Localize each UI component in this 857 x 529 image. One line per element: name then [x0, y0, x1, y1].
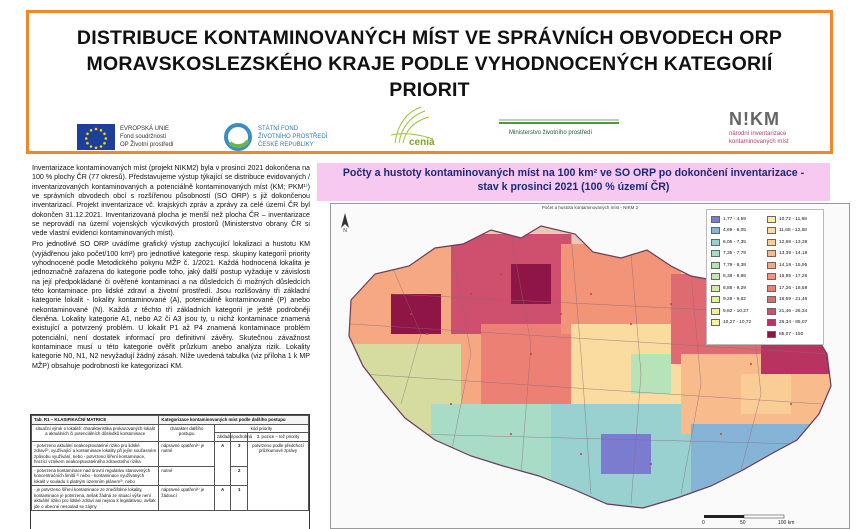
legend-swatch	[767, 308, 776, 315]
matrix-col-situation: situační výrok o lokalitě: charakteristika prokazovaných lokalit a aktuálních či potenciálních důsledků kontaminace	[32, 424, 159, 441]
legend-swatch	[711, 308, 720, 315]
body-paragraph-1: Inventarizace kontaminovaných míst (projekt NIKM2) byla v prosinci 2021 dokončena na 100 % plochy ČR (77 okresů). Představujeme výstup týkající se distribuce evidovaných / inventarizovaných kontaminovaných a potenciálně kontaminovaných míst (KM; PKM¹⁾) ve správních obvodech obcí s rozšířenou působností (SO ORP) s již dokončenou inventarizací. Projekt inventarizace vč. krajských zpráv a zprávy za celé území ČR byl dokončen 31.12.2021. Inventarizovaná plocha je menší než plocha ČR – inventarizace se neprovádí na území vojenských výcvikových prostorů (Ministerstvo obrany ČR si vede vlastní evidenci kontaminovaných míst).	[32, 164, 310, 238]
eu-logo	[77, 115, 174, 159]
legend-label: 9,82 - 10,27	[723, 308, 749, 314]
legend-label: 10,27 - 10,72	[723, 320, 752, 326]
matrix-row-text: - je potvrzeno šíření kontaminace ze znečištěné lokality, kontaminace je potvrzena, avšak žádná ze situací výše není aktuální riziko pro lidské zdraví ani nejsou k legislativou, avšak jde o obecné nesoulad se zájmy	[32, 486, 159, 511]
scale-label: 50	[740, 520, 746, 526]
cenia-logo	[387, 105, 437, 149]
matrix-row-category: A	[214, 441, 231, 486]
legend-item	[767, 284, 807, 293]
legend-item	[711, 307, 749, 316]
scale-label: 100 km	[778, 520, 795, 526]
matrix-caption: Tab. R1 – KLASIFIKAČNÍ MATRICE	[32, 416, 159, 425]
legend-swatch	[767, 262, 776, 269]
legend-swatch	[711, 319, 720, 326]
matrix-row-postup: nápravné opatření¹⁾ je nutné	[159, 441, 214, 466]
cenia-logo-text: cenia	[409, 137, 435, 148]
legend-label: 17,26 - 18,59	[779, 285, 808, 291]
matrix-row-category: A	[214, 486, 231, 511]
eu-logo-line: OP Životní prostředí	[120, 142, 174, 148]
legend-item	[711, 227, 746, 236]
legend-label: 85,07 - 150	[779, 331, 804, 337]
legend-swatch	[767, 319, 776, 326]
legend-swatch	[711, 239, 720, 246]
map-legend	[706, 209, 824, 345]
legend-item	[767, 215, 807, 224]
matrix-row-postup: nápravné opatření¹⁾ je žádoucí	[159, 486, 214, 511]
nikm-mark: N!KM	[729, 109, 780, 129]
legend-label: 4,69 - 6,05	[723, 228, 746, 234]
legend-item	[711, 215, 746, 224]
legend-swatch	[767, 239, 776, 246]
eu-flag-icon	[77, 124, 115, 150]
legend-swatch	[767, 331, 776, 338]
legend-swatch	[767, 250, 776, 257]
legend-swatch	[767, 227, 776, 234]
legend-label: 8,88 - 9,29	[723, 285, 746, 291]
matrix-row-text: - potvrzena kontaminace nad úrovní regulativu stanovených koncentračních limitů ²⁾ nebo - kontaminace využívaných lokalit v souladu s platným územním plánem³⁾, nebo	[32, 466, 159, 486]
title-banner	[26, 10, 833, 154]
matrix-row-text: - potvrzeno aktuální neakceptovatelné riziko pro lidské zdraví²⁾, využívající a kontaminace lokality při jejím současném způsobu využívání, nebo - potvrzeno šíření kontaminace, hrozící vznikem neakceptovatelného zdravotního rizika	[32, 441, 159, 466]
legend-item	[767, 319, 807, 328]
legend-label: 12,68 - 13,39	[779, 239, 808, 245]
legend-item	[767, 261, 807, 270]
sfzp-logo	[222, 115, 327, 159]
svg-text:N: N	[343, 228, 347, 232]
legend-item	[767, 307, 807, 316]
legend-label: 8,38 - 8,88	[723, 274, 746, 280]
legend-swatch	[767, 273, 776, 280]
legend-label: 14,19 - 15,95	[779, 262, 808, 268]
matrix-row-level: 2	[231, 466, 248, 486]
page-title: DISTRIBUCE KONTAMINOVANÝCH MÍST VE SPRÁVNÍCH OBVODECH ORP MORAVSKOSLEZSKÉHO KRAJE PODLE VYHODNOCENÝCH KATEGORIÍ PRIORIT	[76, 27, 783, 101]
legend-label: 6,05 - 7,35	[723, 239, 746, 245]
mzp-logo-text: Ministerstvo životního prostředí	[509, 130, 593, 136]
mzp-logo	[499, 119, 619, 163]
eu-logo-line: EVROPSKÁ UNIE	[120, 126, 170, 132]
matrix-col-zakladni: základní	[214, 433, 231, 442]
legend-item	[711, 261, 746, 270]
legend-label: 15,95 - 17,26	[779, 274, 808, 280]
nikm-logo-line: národní inventarizace	[729, 131, 787, 137]
legend-label: 7,35 - 7,79	[723, 251, 746, 257]
matrix-caption-2: Kategorizace kontaminovaných míst podle dalšího postupu	[159, 416, 309, 425]
legend-swatch	[711, 296, 720, 303]
legend-swatch	[767, 285, 776, 292]
legend-swatch	[711, 250, 720, 257]
legend-item	[711, 250, 746, 259]
map-title-line-2: stav k prosinci 2021 (100 % území ČR)	[477, 180, 670, 193]
sfzp-logo-line: STÁTNÍ FOND	[258, 126, 298, 132]
sfzp-logo-line: ČESKÉ REPUBLIKY	[258, 142, 314, 148]
matrix-col-postup: charakter dalšího postupu	[159, 424, 214, 441]
legend-item	[767, 330, 803, 339]
matrix-col-pozice: 3. pozice – tež priority	[248, 433, 309, 442]
legend-item	[711, 284, 746, 293]
legend-swatch	[711, 262, 720, 269]
legend-item	[767, 238, 807, 247]
matrix-row-note: potvrzeno podle předchozí průzkumové zprávy	[248, 441, 309, 511]
legend-label: 9,29 - 9,82	[723, 297, 746, 303]
nikm-logo	[729, 109, 789, 153]
map-inner-title: Počet a hustota kontaminovaných míst - NIKM 2	[541, 205, 639, 210]
sfzp-ring-icon	[222, 121, 254, 153]
classification-matrix	[30, 414, 310, 529]
legend-item	[767, 296, 807, 305]
north-arrow-icon	[337, 212, 353, 232]
legend-item	[767, 273, 807, 282]
legend-item	[711, 296, 746, 305]
legend-item	[767, 250, 807, 259]
matrix-col-priority: kód priority	[214, 424, 308, 433]
map-title-banner	[317, 163, 830, 201]
matrix-row-postup: nutné	[159, 466, 214, 486]
legend-swatch	[711, 285, 720, 292]
legend-label: 7,79 - 8,38	[723, 262, 746, 268]
sfzp-logo-line: ŽIVOTNÍHO PROSTŘEDÍ	[258, 134, 328, 140]
scale-bar-graphic	[700, 514, 830, 520]
nikm-logo-line: kontaminovaných míst	[729, 139, 789, 145]
eu-logo-line: Fond soudržnosti	[120, 134, 167, 140]
legend-label: 11,68 - 12,68	[779, 228, 807, 234]
legend-swatch	[767, 216, 776, 223]
legend-label: 21,46 - 26,34	[779, 308, 808, 314]
mzp-stripes-icon	[499, 119, 619, 125]
matrix-col-podrobna: podrobná	[231, 433, 248, 442]
legend-item	[711, 238, 746, 247]
scale-bar	[700, 514, 830, 526]
scale-label: 0	[702, 520, 705, 526]
matrix-row-level: 3	[231, 441, 248, 466]
legend-label: 26,34 - 85,07	[779, 320, 808, 326]
body-text	[32, 164, 310, 396]
legend-label: 10,72 - 11,68	[779, 216, 807, 222]
legend-swatch	[711, 227, 720, 234]
matrix-row-level: 1	[231, 486, 248, 511]
legend-swatch	[711, 273, 720, 280]
legend-label: 1,77 - 4,69	[723, 216, 746, 222]
map-title-line-1: Počty a hustoty kontaminovaných míst na 100 km² ve SO ORP po dokončení inventarizace -	[342, 167, 805, 179]
legend-item	[711, 273, 746, 282]
legend-label: 18,59 - 21,46	[779, 297, 808, 303]
legend-item	[711, 319, 751, 328]
legend-item	[767, 227, 807, 236]
legend-label: 13,39 - 14,19	[779, 251, 808, 257]
legend-swatch	[711, 216, 720, 223]
legend-swatch	[767, 296, 776, 303]
body-paragraph-2: Pro jednotlivé SO ORP uvádíme grafický výstup zachycující lokalizaci a hustotu KM (vyjádřenou jako počet/100 km²) pro jednotlivé kategorie resp. skupiny kategorií priority vyhodnocené podle Metodického pokynu MŽP č. 1/2021. Každá hodnocená lokalita je jednoznačně zařazena do kategorie podle toho, jaký další postup vyžaduje v závislosti na její předpokládané či ověřené kontaminaci a na důsledcích či možných důsledcích této kontaminace pro lidské zdraví a životní prostředí. Jsou rozlišovány tři základní kategorie lokalit - lokality kontaminované (A), potenciálně kontaminované (P) anebo nekontaminované (N). Každá z těchto tří základních kategorií je ještě podrobněji členěna. Lokality kategorie A1, nebo A2 či A3 jsou ty, u nichž kontaminace znamená existující a potvrzený problém. U lokalit P1 až P4 znamená kontaminace problém potenciální, není dostatek informací pro definitivní závěry. Skutečnou závažnost kontaminace musí u této kategorie ověřit průzkum anebo analýza rizik. Lokality kategorie N0, N1, N2 nevyžadují žádný zásah. Níže uvedená tabulka (viz příloha 1 k MP MŽP) obsahuje podrobnosti ke kategorizaci KM.	[32, 240, 310, 370]
